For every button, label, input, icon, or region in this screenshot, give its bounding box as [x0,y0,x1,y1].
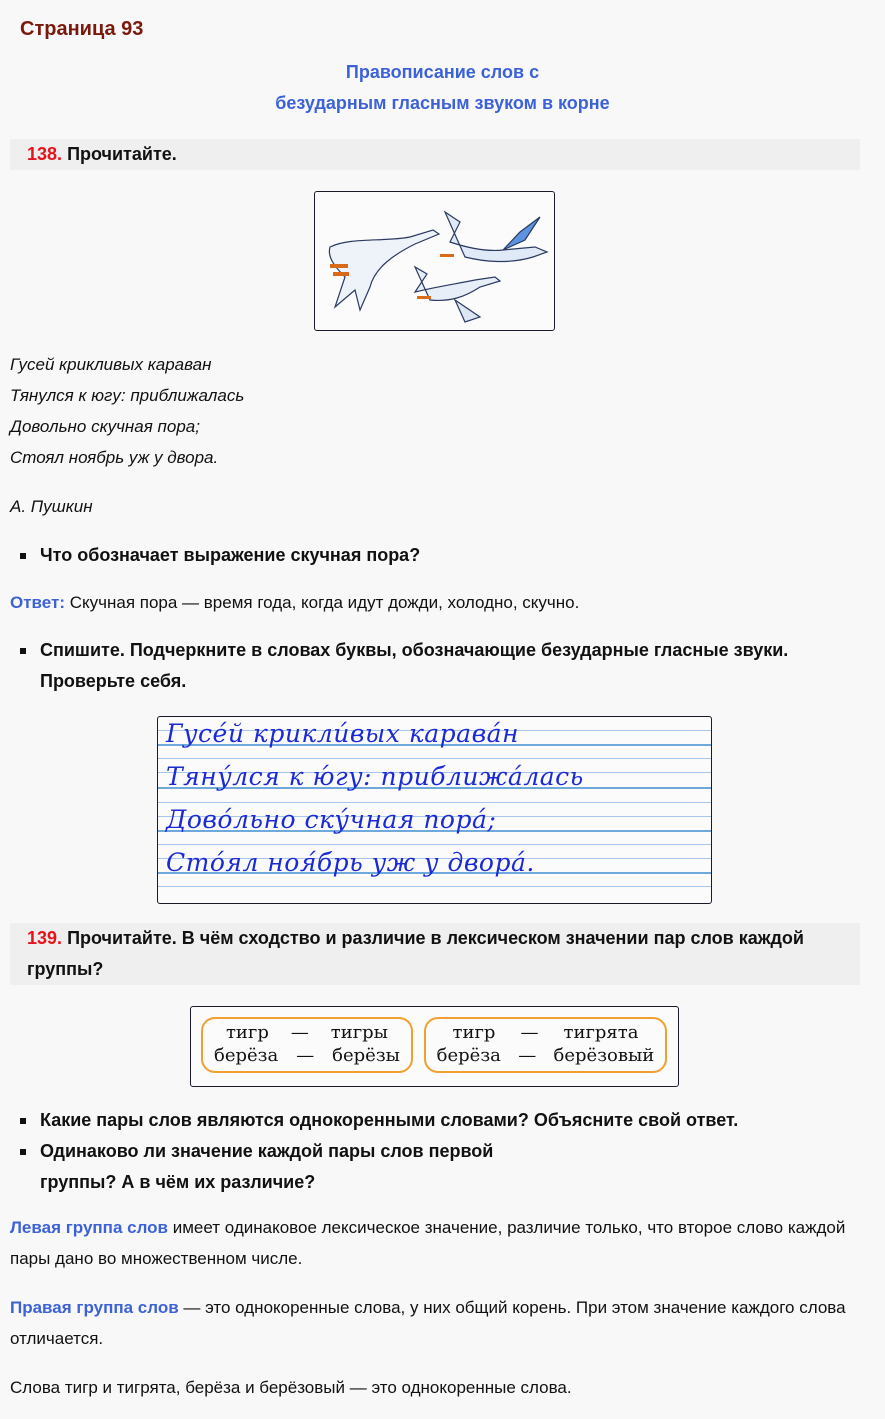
poem-line: Довольно скучная пора; [10,417,200,436]
question-line: группы? А в чём их различие? [40,1172,316,1192]
word: берёзы [332,1045,400,1066]
poem-line: Тянулся к югу: приближалась [10,386,245,405]
exercise-instruction: Прочитайте. [67,144,177,164]
word: тигрята [563,1022,639,1043]
answer-label: Правая группа слов [10,1298,179,1317]
question-line: Одинаково ли значение каждой пары слов первой [40,1141,494,1161]
word: берёза [213,1045,279,1066]
dash: — [520,1022,539,1043]
right-word-group [424,1017,667,1073]
poem-line: Гусей крикливых караван [10,355,212,374]
question-copy-and-underline: Спишите. Подчеркните в словах буквы, обозначающие безударные гласные звуки. Проверьте себя. [20,635,860,697]
poem-author: А. Пушкин [10,497,93,516]
copybook-line-text: Дово́льно ску́чная пора́; [166,805,497,834]
geese-illustration [314,191,555,331]
word: тигр [452,1022,496,1043]
question-same-root: Какие пары слов являются однокоренными словами? Объясните свой ответ. [20,1105,850,1136]
dash: — [296,1045,315,1066]
topic-heading-line2: безударным гласным звуком в корне [275,93,610,113]
word: берёза [436,1045,501,1066]
answer-left-group [10,1212,860,1274]
question-boring-time: Что обозначает выражение скучная пора? [20,540,850,571]
copybook-illustration [157,716,712,904]
question-meaning [20,1136,850,1198]
word: берёзовый [553,1045,655,1066]
word: тигр [225,1022,269,1043]
copybook-line-text: Сто́ял ноя́брь уж у двора́. [166,848,535,877]
poem-line: Стоял ноябрь уж у двора. [10,448,219,467]
exercise-138-header [10,139,860,170]
geese-icon [315,192,554,330]
dash: — [518,1045,537,1066]
copybook-line-text: Гусе́й крикли́вых карава́н [166,719,520,748]
exercise-number: 138. [27,144,63,164]
answer-conclusion: Слова тигр и тигрята, берёза и берёзовый — это однокоренные слова. [10,1378,572,1397]
word: тигры [330,1022,388,1043]
topic-heading-line1: Правописание слов с [345,62,540,82]
answer-right-group [10,1292,860,1354]
answer-text: Скучная пора — время года, когда идут дожди, холодно, скучно. [65,593,580,612]
answer-text: имеет одинаковое лексическое значение, различие только, что второе слово каждой пары дано во множественном числе. [10,1218,846,1268]
exercise-instruction: Прочитайте. В чём сходство и различие в лексическом значении пар слов каждой группы? [27,928,804,979]
page-title: Страница 93 [20,18,144,40]
answer-text: — это однокоренные слова, у них общий корень. При этом значение каждого слова отличается. [10,1298,846,1348]
answer-label: Левая группа слов [10,1218,168,1237]
copybook-line-text: Тяну́лся к ю́гу: приближа́лась [166,762,584,791]
answer-138 [10,587,860,618]
dash: — [290,1022,309,1043]
exercise-number: 139. [27,928,63,948]
left-word-group [201,1017,413,1073]
exercise-139-header [10,923,860,985]
answer-label: Ответ: [10,593,65,612]
word-pairs-illustration [190,1006,679,1087]
